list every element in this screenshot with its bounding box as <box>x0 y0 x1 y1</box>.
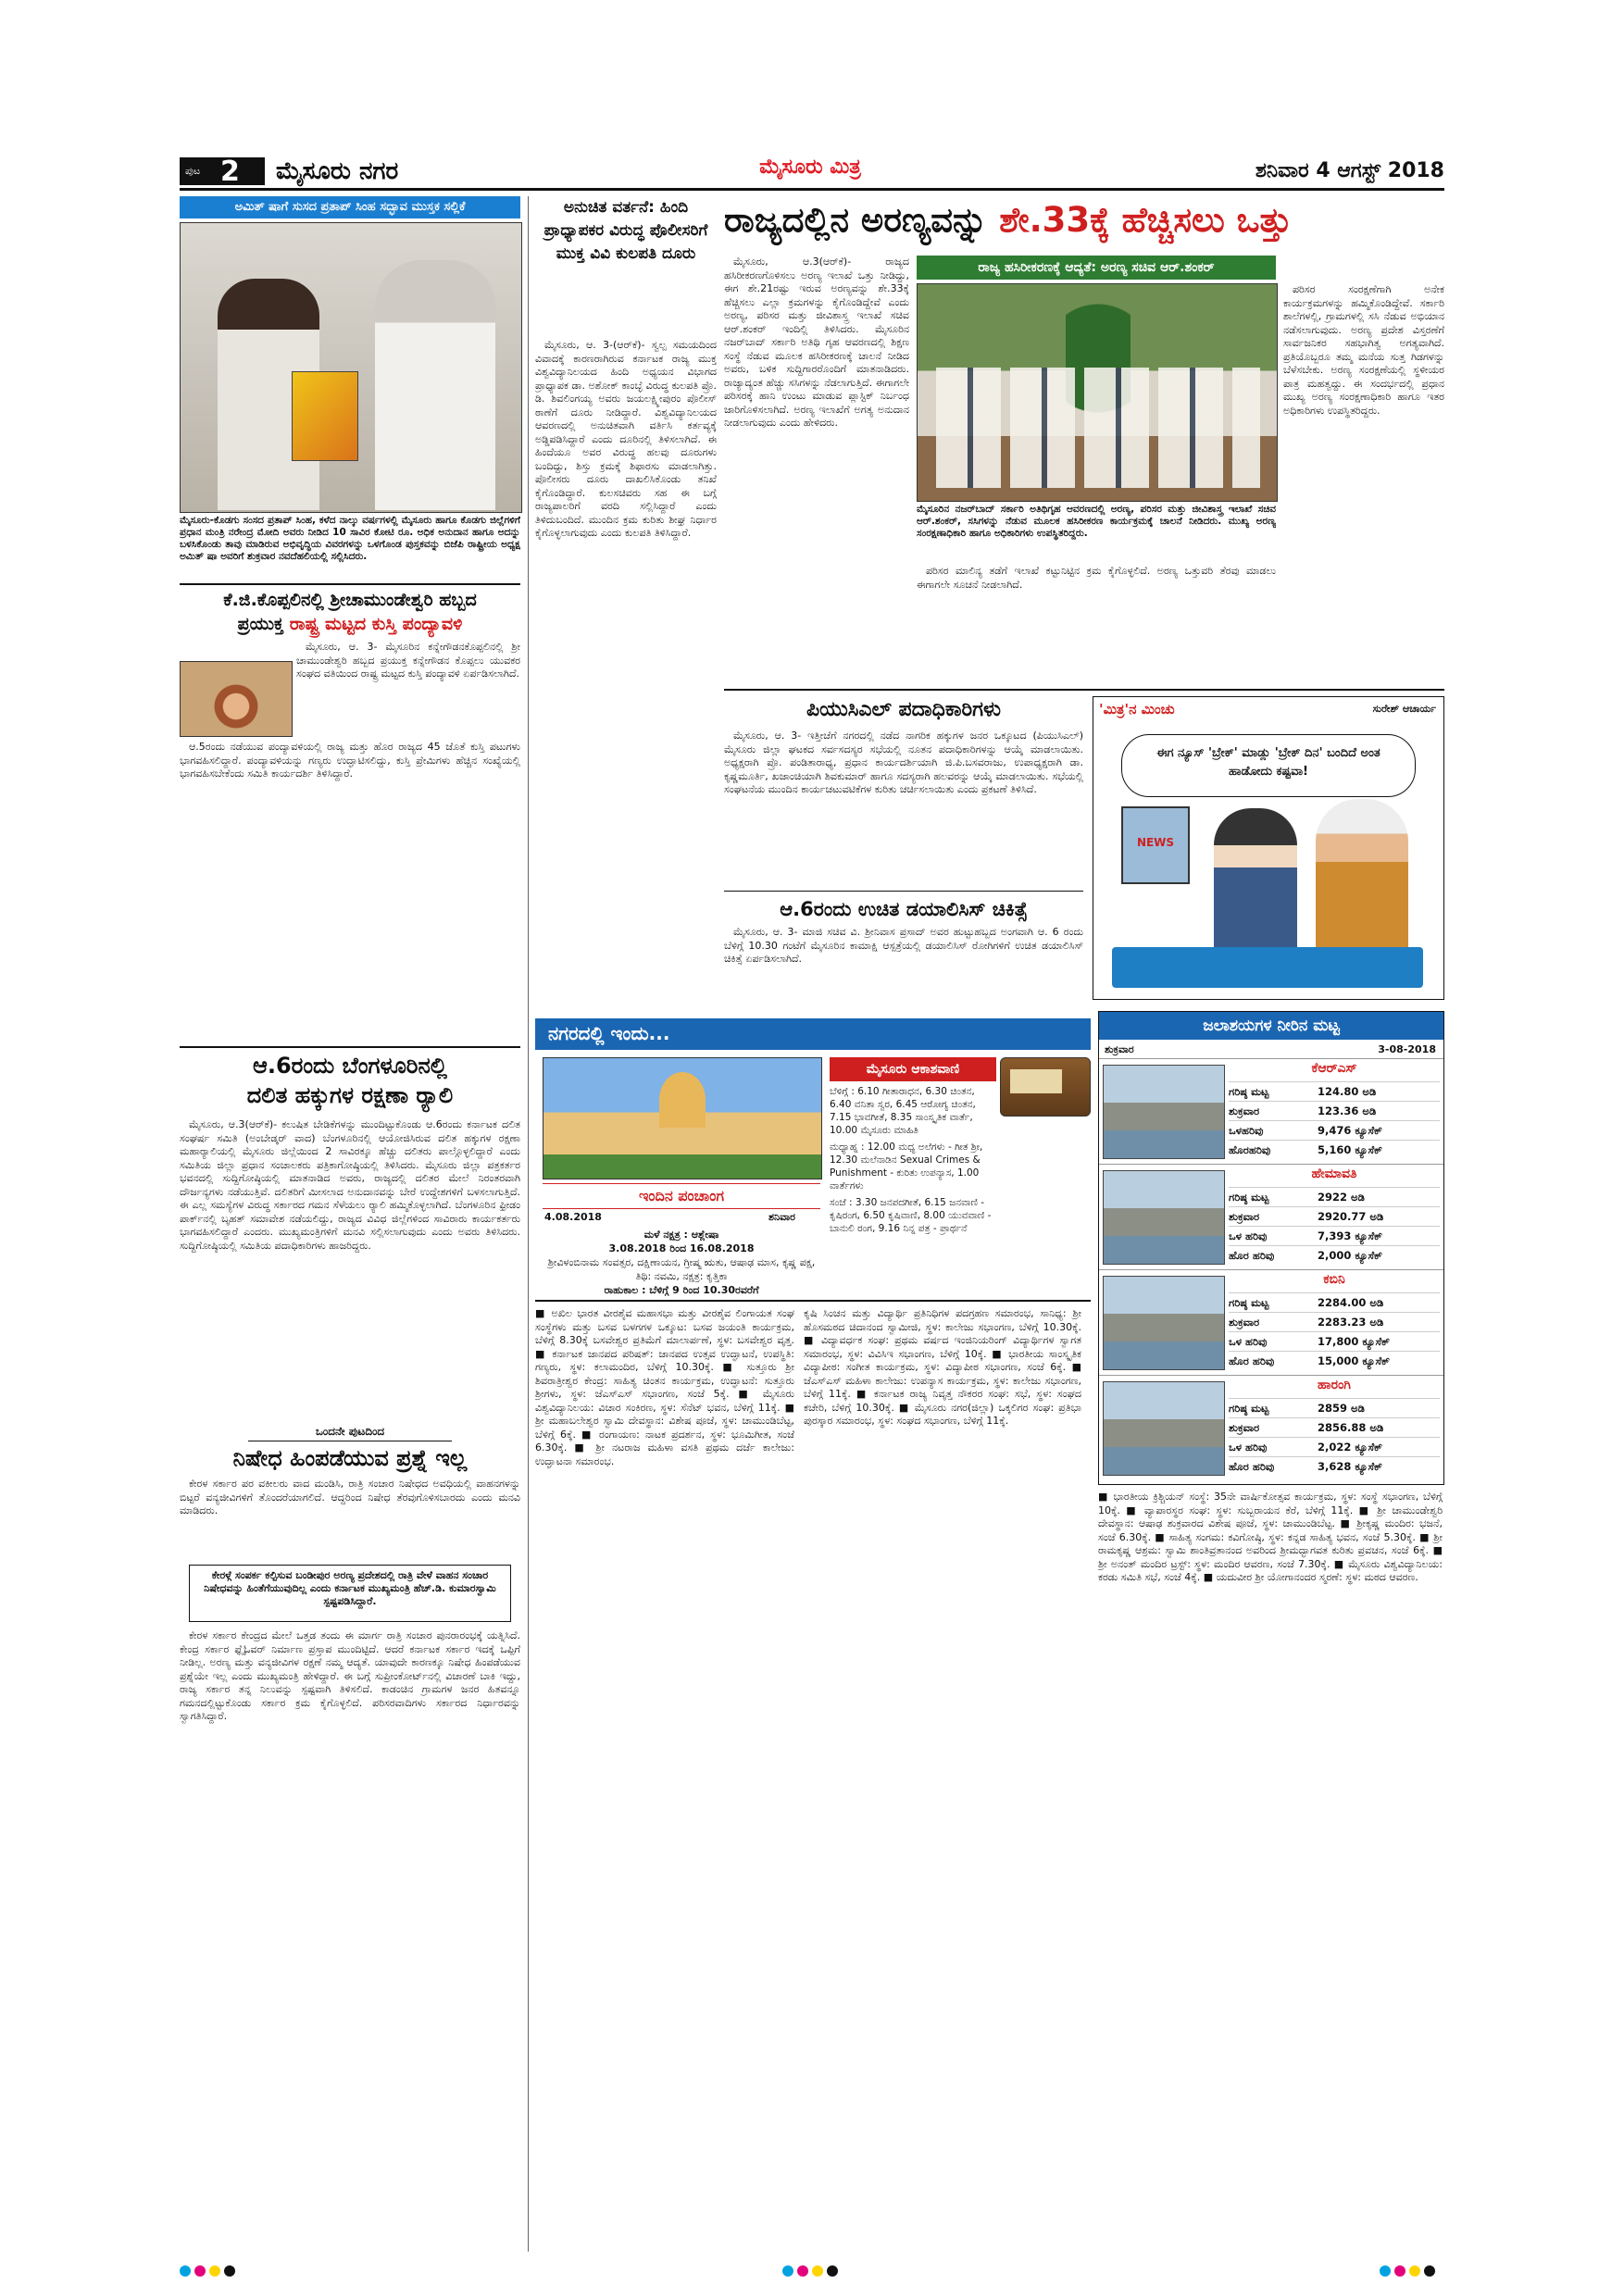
panchanga-line-2: ಶ್ರೀವಿಳಂಬಿನಾಮ ಸಂವತ್ಸರ, ದಕ್ಷಿಣಾಯನ, ಗ್ರೀಷ್ಮ ಋತು, ಆಷಾಢ ಮಾಸ, ಕೃಷ್ಣ ಪಕ್ಷ, ತಿಥಿ: ನವಮಿ, ನಕ್ಷತ್ರ: ಕೃತ್ತಿಕಾ <box>547 1256 816 1282</box>
reservoir-row <box>1229 1417 1440 1437</box>
dot-magenta <box>797 2265 808 2277</box>
reservoir-list <box>1099 1058 1443 1480</box>
vdivider-1 <box>528 196 529 2252</box>
ban-inset: ಕೇರಳ್ಗೆ ಸಂಪರ್ಕ ಕಲ್ಪಿಸುವ ಬಂಡೀಪುರ ಅರಣ್ಯ ಪ್ರದೇಶದಲ್ಲಿ ರಾತ್ರಿ ವೇಳೆ ವಾಹನ ಸಂಚಾರ ನಿಷೇಧವನ್ನು ಹಿಂತೆಗೆಯುವುದಿಲ್ಲ ಎಂದು ಕರ್ನಾಟಕ ಮುಖ್ಯಮಂತ್ರಿ ಹೆಚ್.ಡಿ. ಕುಮಾರಸ್ವಾಮಿ ಸ್ಪಷ್ಟಪಡಿಸಿದ್ದಾರೆ. <box>189 1565 511 1622</box>
registration-dots-center <box>782 2263 842 2280</box>
reservoir-row-value: 2920.77 ಅಡಿ <box>1318 1210 1384 1223</box>
dot-yellow <box>209 2265 220 2277</box>
dam-photo <box>1103 1065 1225 1159</box>
page-badge-prefix: ಪುಟ <box>185 165 201 177</box>
reservoir-block <box>1099 1375 1443 1479</box>
pcl-body: ಮೈಸೂರು, ಆ. 3- ಇತ್ತೀಚೆಗೆ ನಗರದಲ್ಲಿ ನಡೆದ ನಾಗರಿಕ ಹಕ್ಕುಗಳ ಜನರ ಒಕ್ಕೂಟದ (ಪಿಯುಸಿಎಲ್) ಮೈಸೂರು ಜಿಲ್ಲಾ ಘಟಕದ ಸರ್ವಸದಸ್ಯರ ಸಭೆಯಲ್ಲಿ ನೂತನ ಪದಾಧಿಕಾರಿಗಳನ್ನು ಆಯ್ಕೆ ಮಾಡಲಾಯಿತು. ಅಧ್ಯಕ್ಷರಾಗಿ ಪ್ರೊ. ಪಂಡಿತಾರಾಧ್ಯ, ಪ್ರಧಾನ ಕಾರ್ಯದರ್ಶಿಯಾಗಿ ಜಿ.ಪಿ.ಬಸವರಾಜು, ಉಪಾಧ್ಯಕ್ಷರಾಗಿ ಡಾ. ಕೃಷ್ಣಮೂರ್ತಿ, ಖಜಾಂಚಿಯಾಗಿ ಶಿವಕುಮಾರ್ ಹಾಗೂ ಸದಸ್ಯರಾಗಿ ಹಲವರನ್ನು ಆಯ್ಕೆ ಮಾಡಲಾಯಿತು. ಸಭೆಯಲ್ಲಿ ಸಂಘಟನೆಯ ಮುಂದಿನ ಕಾರ್ಯಚಟುವಟಿಕೆಗಳ ಕುರಿತು ಚರ್ಚಿಸಲಾಯಿತು ಎಂದು ಪ್ರಕಟಣೆ ತಿಳಿಸಿದೆ. <box>724 730 1083 795</box>
cartoon-box <box>1093 696 1444 1000</box>
panchanga-day: ಶನಿವಾರ <box>768 1211 795 1223</box>
kushti-body-2: ಆ.5ರಂದು ನಡೆಯುವ ಪಂದ್ಯಾವಳಿಯಲ್ಲಿ ರಾಜ್ಯ ಮತ್ತು ಹೊರ ರಾಜ್ಯದ 45 ಜೊತೆ ಕುಸ್ತಿ ಪಟುಗಳು ಭಾಗವಹಿಸಲಿದ್ದಾರೆ. ಪಂದ್ಯಾವಳಿಯನ್ನು ಗಣ್ಯರು ಉದ್ಘಾಟಿಸಲಿದ್ದು, ಕುಸ್ತಿ ಪ್ರೇಮಿಗಳು ಹೆಚ್ಚಿನ ಸಂಖ್ಯೆಯಲ್ಲಿ ಭಾಗವಹಿಸಬೇಕೆಂದು ಸಮಿತಿ ಕಾರ್ಯದರ್ಶಿ ತಿಳಿಸಿದ್ದಾರೆ. <box>180 741 520 780</box>
panchanga-list <box>544 1228 818 1297</box>
page-badge <box>180 156 265 188</box>
reservoir-row <box>1229 1292 1440 1312</box>
listings-col-2: ಕೃಷಿ ಸಿಂಚನ ಮತ್ತು ವಿದ್ಯಾರ್ಥಿ ಪ್ರತಿನಿಧಿಗಳ ಪದಗ್ರಹಣ ಸಮಾರಂಭ, ಸಾನಿಧ್ಯ: ಶ್ರೀ ಹೊಸಮಠದ ಚಿದಾನಂದ ಸ್ವಾಮೀಜಿ, ಸ್ಥಳ: ಕಾಲೇಜು ಸಭಾಂಗಣ, ಬೆಳಿಗ್ಗೆ 10.30ಕ್ಕೆ. ■ ವಿದ್ಯಾವರ್ಧಕ ಸಂಘ: ಪ್ರಥಮ ವರ್ಷದ ಇಂಜಿನಿಯರಿಂಗ್ ವಿದ್ಯಾರ್ಥಿಗಳ ಸ್ವಾಗತ ಸಮಾರಂಭ, ಸ್ಥಳ: ವಿವಿಸಿಇ ಸಭಾಂಗಣ, ಬೆಳಿಗ್ಗೆ 10ಕ್ಕೆ. ■ ಭಾರತೀಯ ಸಾಂಸ್ಕೃತಿಕ ವಿದ್ಯಾಪೀಠ: ಸಂಗೀತ ಕಾರ್ಯಕ್ರಮ, ಸ್ಥಳ: ವಿದ್ಯಾಪೀಠ ಸಭಾಂಗಣ, ಸಂಜೆ 6ಕ್ಕೆ. ■ ಜೆಎಸ್‌ಎಸ್ ಮಹಿಳಾ ಕಾಲೇಜು: ಉಪನ್ಯಾಸ ಕಾರ್ಯಕ್ರಮ, ಸ್ಥಳ: ಕಾಲೇಜು ಸಭಾಂಗಣ, ಬೆಳಿಗ್ಗೆ 11ಕ್ಕೆ. ■ ಕರ್ನಾಟಕ ರಾಜ್ಯ ನಿವೃತ್ತ ನೌಕರರ ಸಂಘ: ಸಭೆ, ಸ್ಥಳ: ಸಂಘದ ಕಚೇರಿ, ಬೆಳಿಗ್ಗೆ 10.30ಕ್ಕೆ. ■ ಮೈಸೂರು ನಗರ(ಜಿಲ್ಲಾ) ಒಕ್ಕಲಿಗರ ಸಂಘ: ಪ್ರತಿಭಾ ಪುರಸ್ಕಾರ ಸಮಾರಂಭ, ಸ್ಥಳ: ಸಂಘದ ಸಭಾಂಗಣ, ಬೆಳಿಗ್ಗೆ 11ಕ್ಕೆ. <box>804 1307 1081 1427</box>
lead-headline-b: ಶೇ.33ಕ್ಕೆ ಹೆಚ್ಚಿಸಲು ಒತ್ತು <box>999 200 1292 240</box>
shah-photo <box>180 222 522 513</box>
lead-headline <box>724 194 1444 250</box>
listings-col-3: ■ ಭಾರತೀಯ ಕ್ರಿಶ್ಚಿಯನ್ ಸಂಸ್ಥೆ: 35ನೇ ವಾರ್ಷಿಕೋತ್ಸವ ಕಾರ್ಯಕ್ರಮ, ಸ್ಥಳ: ಸಂಸ್ಥೆ ಸಭಾಂಗಣ, ಬೆಳಿಗ್ಗೆ 10ಕ್ಕೆ. ■ ವ್ಯಾಪಾರಸ್ಥರ ಸಂಘ: ಸ್ಥಳ: ಸುಬ್ಬರಾಯನ ಕೆರೆ, ಬೆಳಿಗ್ಗೆ 11ಕ್ಕೆ. ■ ಶ್ರೀ ಚಾಮುಂಡೇಶ್ವರಿ ದೇವಸ್ಥಾನ: ಆಷಾಢ ಶುಕ್ರವಾರದ ವಿಶೇಷ ಪೂಜೆ, ಸ್ಥಳ: ಚಾಮುಂಡಿಬೆಟ್ಟ. ■ ಶ್ರೀಕೃಷ್ಣ ಮಂದಿರ: ಭಜನೆ, ಸಂಜೆ 6.30ಕ್ಕೆ. ■ ಸಾಹಿತ್ಯ ಸಂಗಮ: ಕವಿಗೋಷ್ಠಿ, ಸ್ಥಳ: ಕನ್ನಡ ಸಾಹಿತ್ಯ ಭವನ, ಸಂಜೆ 5.30ಕ್ಕೆ. ■ ಶ್ರೀ ರಾಮಕೃಷ್ಣ ಆಶ್ರಮ: ಸ್ವಾಮಿ ಶಾಂತಿವ್ರತಾನಂದ ಅವರಿಂದ ಶ್ರೀಮದ್ಭಾಗವತ ಕುರಿತು ಪ್ರವಚನ, ಸಂಜೆ 6ಕ್ಕೆ. ■ ಶ್ರೀ ಅನಂತ್ ಮಂದಿರ ಟ್ರಸ್ಟ್: ಸ್ಥಳ: ಮಂದಿರ ಆವರಣ, ಸಂಜೆ 7.30ಕ್ಕೆ. ■ ಮೈಸೂರು ವಿಶ್ವವಿದ್ಯಾನಿಲಯ: ಕರಡು ಸಮಿತಿ ಸಭೆ, ಸಂಜೆ 4ಕ್ಕೆ. ■ ಯದುವೀರ ಶ್ರೀ ಯೋಗಾನಂದರ ಸ್ಮರಣೆ: ಸ್ಥಳ: ಮಠದ ಆವರಣ. <box>1098 1491 1443 1583</box>
col1-divider-2 <box>180 1046 520 1048</box>
vc-headline-box <box>535 196 717 335</box>
reservoir-row-label: ಒಳಹರಿವು <box>1229 1124 1264 1137</box>
ban-body-2: ಕೇರಳ ಸರ್ಕಾರ ಕೇಂದ್ರದ ಮೇಲೆ ಒತ್ತಡ ತಂದು ಈ ಮಾರ್ಗ ರಾತ್ರಿ ಸಂಚಾರ ಪುನರಾರಂಭಕ್ಕೆ ಯತ್ನಿಸಿದೆ. ಕೇಂದ್ರ ಸರ್ಕಾರ ಫ್ಲೈಓವರ್ ನಿರ್ಮಾಣ ಪ್ರಸ್ತಾಪ ಮುಂದಿಟ್ಟಿದೆ. ಆದರೆ ಕರ್ನಾಟಕ ಸರ್ಕಾರ ಇದಕ್ಕೆ ಒಪ್ಪಿಗೆ ನೀಡಿಲ್ಲ. ಅರಣ್ಯ ಮತ್ತು ವನ್ಯಜೀವಿಗಳ ರಕ್ಷಣೆ ನಮ್ಮ ಆದ್ಯತೆ. ಯಾವುದೇ ಕಾರಣಕ್ಕೂ ನಿಷೇಧ ಹಿಂಪಡೆಯುವ ಪ್ರಶ್ನೆಯೇ ಇಲ್ಲ ಎಂದು ಮುಖ್ಯಮಂತ್ರಿ ಹೇಳಿದ್ದಾರೆ. ಈ ಬಗ್ಗೆ ಸುಪ್ರೀಂಕೋರ್ಟ್‌ನಲ್ಲಿ ವಿಚಾರಣೆ ಬಾಕಿ ಇದ್ದು, ರಾಜ್ಯ ಸರ್ಕಾರ ತನ್ನ ನಿಲುವನ್ನು ಸ್ಪಷ್ಟವಾಗಿ ತಿಳಿಸಲಿದೆ. ಕಾಡಂಚಿನ ಗ್ರಾಮಗಳ ಜನರ ಹಿತವನ್ನೂ ಗಮನದಲ್ಲಿಟ್ಟುಕೊಂಡು ಸರ್ಕಾರ ಕ್ರಮ ಕೈಗೊಳ್ಳಲಿದೆ. ಪರಿಸರವಾದಿಗಳು ಸರ್ಕಾರದ ನಿರ್ಧಾರವನ್ನು ಸ್ವಾಗತಿಸಿದ್ದಾರೆ. <box>180 1629 520 1722</box>
dot-yellow <box>812 2265 823 2277</box>
reservoir-name: ಕಬಿನಿ <box>1323 1272 1345 1287</box>
cartoon-screen <box>1121 806 1190 884</box>
today-title: ನಗರದಲ್ಲಿ ಇಂದು... <box>548 1022 670 1044</box>
dot-black <box>1424 2265 1435 2277</box>
reservoir-row-label: ಗರಿಷ್ಠ ಮಟ್ಟ <box>1229 1191 1269 1204</box>
reservoir-row-value: 2856.88 ಅಡಿ <box>1318 1421 1384 1434</box>
radio-line-2: ಸಂಜೆ : 3.30 ಜನಪದಗೀತೆ, 6.15 ಜನವಾಣಿ - ಕೃಷಿರಂಗ, 6.50 ಕೃಷಿವಾಣಿ, 8.00 ಯುವವಾಣಿ - ಬಾನುಲಿ ರಂಗ, 9.16 ನಿನ್ನ ಪತ್ರ - ಪ್ರಾರ್ಥನೆ <box>830 1197 992 1234</box>
reservoir-row-label: ಹೊರ ಹರಿವು <box>1229 1354 1275 1367</box>
reservoir-row-value: 9,476 ಕ್ಯೂಸೆಕ್ <box>1318 1124 1382 1137</box>
reservoir-row <box>1229 1187 1440 1206</box>
reservoir-row-label: ಒಳ ಹರಿವು <box>1229 1441 1268 1454</box>
dot-cyan <box>180 2265 191 2277</box>
reservoir-row-label: ಒಳ ಹರಿವು <box>1229 1335 1268 1348</box>
reservoir-row-value: 2283.23 ಅಡಿ <box>1318 1316 1384 1329</box>
reservoir-row <box>1229 1351 1440 1370</box>
palace-dome <box>659 1072 706 1128</box>
lead-body-right: ಪರಿಸರ ಸಂರಕ್ಷಣೆಗಾಗಿ ಅನೇಕ ಕಾರ್ಯಕ್ರಮಗಳನ್ನು ಹಮ್ಮಿಕೊಂಡಿದ್ದೇವೆ. ಸರ್ಕಾರಿ ಶಾಲೆಗಳಲ್ಲಿ, ಗ್ರಾಮಗಳಲ್ಲಿ ಸಸಿ ನೆಡುವ ಅಭಿಯಾನ ನಡೆಸಲಾಗುವುದು. ಅರಣ್ಯ ಪ್ರದೇಶ ವಿಸ್ತರಣೆಗೆ ಸಾರ್ವಜನಿಕರ ಸಹಭಾಗಿತ್ವ ಅಗತ್ಯವಾಗಿದೆ. ಪ್ರತಿಯೊಬ್ಬರೂ ತಮ್ಮ ಮನೆಯ ಸುತ್ತ ಗಿಡಗಳನ್ನು ಬೆಳೆಸಬೇಕು. ಅರಣ್ಯ ಸಂರಕ್ಷಣೆಯಲ್ಲಿ ಸ್ಥಳೀಯರ ಪಾತ್ರ ಮಹತ್ವದ್ದು. ಈ ಸಂದರ್ಭದಲ್ಲಿ ಪ್ರಧಾನ ಮುಖ್ಯ ಅರಣ್ಯ ಸಂರಕ್ಷಣಾಧಿಕಾರಿ ಹಾಗೂ ಇತರ ಅಧಿಕಾರಿಗಳು ಉಪಸ್ಥಿತರಿದ್ದರು. <box>1283 283 1444 417</box>
reservoir-row <box>1229 1437 1440 1456</box>
dot-black <box>224 2265 235 2277</box>
reservoir-row <box>1229 1245 1440 1265</box>
radio-list <box>830 1085 994 1235</box>
panchanga-line-3: ರಾಹುಕಾಲ : ಬೆಳಿಗ್ಗೆ 9 ರಿಂದ 10.30ರವರೆಗೆ <box>604 1284 759 1296</box>
person-right <box>375 260 495 510</box>
reservoir-row-value: 3,628 ಕ್ಯೂಸೆಕ್ <box>1318 1460 1382 1473</box>
reservoir-row-label: ಗರಿಷ್ಠ ಮಟ್ಟ <box>1229 1085 1269 1098</box>
cartoon-guest <box>1316 799 1408 956</box>
radio-dial <box>1010 1069 1062 1093</box>
dot-magenta <box>1394 2265 1405 2277</box>
vc-body: ಮೈಸೂರು, ಆ. 3-(ಆರ್‌ಕೆ)- ಸ್ವಲ್ಪ ಸಮಯದಿಂದ ವಿವಾದಕ್ಕೆ ಕಾರಣರಾಗಿರುವ ಕರ್ನಾಟಕ ರಾಜ್ಯ ಮುಕ್ತ ವಿಶ್ವವಿದ್ಯಾನಿಲಯದ ಹಿಂದಿ ಅಧ್ಯಯನ ವಿಭಾಗದ ಪ್ರಾಧ್ಯಾಪಕ ಡಾ. ಅಶೋಕ್ ಕಾಂಬ್ಳೆ ವಿರುದ್ಧ ಕುಲಪತಿ ಪ್ರೊ. ಡಿ. ಶಿವಲಿಂಗಯ್ಯ ಅವರು ಜಯಲಕ್ಷ್ಮೀಪುರಂ ಪೊಲೀಸ್ ಠಾಣೆಗೆ ದೂರು ನೀಡಿದ್ದಾರೆ. ವಿಶ್ವವಿದ್ಯಾನಿಲಯದ ಆವರಣದಲ್ಲಿ ಅನುಚಿತವಾಗಿ ವರ್ತಿಸಿ ಕರ್ತವ್ಯಕ್ಕೆ ಅಡ್ಡಿಪಡಿಸಿದ್ದಾರೆ ಎಂದು ದೂರಿನಲ್ಲಿ ತಿಳಿಸಲಾಗಿದೆ. ಈ ಹಿಂದೆಯೂ ಅವರ ವಿರುದ್ಧ ಹಲವು ದೂರುಗಳು ಬಂದಿದ್ದು, ಶಿಸ್ತು ಕ್ರಮಕ್ಕೆ ಶಿಫಾರಸು ಮಾಡಲಾಗಿತ್ತು. ಪೊಲೀಸರು ದೂರು ದಾಖಲಿಸಿಕೊಂಡು ತನಿಖೆ ಕೈಗೊಂಡಿದ್ದಾರೆ. ಕುಲಸಚಿವರು ಸಹ ಈ ಬಗ್ಗೆ ರಾಜ್ಯಪಾಲರಿಗೆ ವರದಿ ಸಲ್ಲಿಸಿದ್ದಾರೆ ಎಂದು ತಿಳಿದುಬಂದಿದೆ. ಮುಂದಿನ ಕ್ರಮ ಕುರಿತು ಶೀಘ್ರ ನಿರ್ಧಾರ ಕೈಗೊಳ್ಳಲಾಗುವುದು ಎಂದು ಕುಲಪತಿ ತಿಳಿಸಿದ್ದಾರೆ. <box>535 339 717 539</box>
lead-photo-people <box>936 368 1260 488</box>
reservoir-row-value: 2859 ಅಡಿ <box>1318 1402 1365 1415</box>
lead-body-left: ಮೈಸೂರು, ಆ.3(ಆರ್‌ಕೆ)- ರಾಜ್ಯದ ಹಸಿರೀಕರಣಗೊಳಿಸಲು ಅರಣ್ಯ ಇಲಾಖೆ ಒತ್ತು ನೀಡಿದ್ದು, ಈಗ ಶೇ.21ರಷ್ಟು ಇರುವ ಅರಣ್ಯವನ್ನು ಶೇ.33ಕ್ಕೆ ಹೆಚ್ಚಿಸಲು ಎಲ್ಲಾ ಕ್ರಮಗಳನ್ನು ಕೈಗೊಂಡಿದ್ದೇವೆ ಎಂದು ಅರಣ್ಯ, ಪರಿಸರ ಮತ್ತು ಜೀವಿಶಾಸ್ತ್ರ ಇಲಾಖೆ ಸಚಿವ ಆರ್.ಶಂಕರ್ ಇಂದಿಲ್ಲಿ ತಿಳಿಸಿದರು. ಮೈಸೂರಿನ ನಜರ್‌ಬಾದ್ ಸರ್ಕಾರಿ ಅತಿಥಿ ಗೃಹ ಆವರಣದಲ್ಲಿ ಶಿಕ್ಷಣ ಸಂಸ್ಥೆ ನೆಡುವ ಮೂಲಕ ಹಸಿರೀಕರಣಕ್ಕೆ ಚಾಲನೆ ನೀಡಿದ ಅವರು, ಬಳಿಕ ಸುದ್ದಿಗಾರರೊಂದಿಗೆ ಮಾತನಾಡಿದರು. ರಾಜ್ಯಾದ್ಯಂತ ಹೆಚ್ಚು ಸಸಿಗಳನ್ನು ನೆಡಲಾಗುತ್ತಿದೆ. ಈಗಾಗಲೇ ಪರಿಸರಕ್ಕೆ ಹಾನಿ ಉಂಟು ಮಾಡುವ ಪ್ಲಾಸ್ಟಿಕ್ ನಿರ್ಬಂಧ ಜಾರಿಗೊಳಿಸಲಾಗಿದೆ. ಅರಣ್ಯ ಇಲಾಖೆಗೆ ಅಗತ್ಯ ಅನುದಾನ ನೀಡಲಾಗುವುದು ಎಂದು ಹೇಳಿದರು. <box>724 256 909 429</box>
dam-photo <box>1103 1276 1225 1370</box>
reservoir-row-label: ಶುಕ್ರವಾರ <box>1229 1421 1260 1434</box>
lead-photo <box>917 283 1278 502</box>
reservoir-row <box>1229 1312 1440 1331</box>
vc-headline: ಅನುಚಿತ ವರ್ತನೆ: ಹಿಂದಿ ಪ್ರಾಧ್ಯಾಪಕರ ವಿರುದ್ಧ ಪೊಲೀಸರಿಗೆ ಮುಕ್ತ ವಿವಿ ಕುಲಪತಿ ದೂರು <box>543 198 708 263</box>
listings-rule <box>535 1300 1091 1302</box>
dot-magenta <box>194 2265 206 2277</box>
reservoir-name: ಹೇಮಾವತಿ <box>1311 1167 1357 1181</box>
reservoir-row-label: ಶುಕ್ರವಾರ <box>1229 1316 1260 1329</box>
reservoir-row-label: ಶುಕ್ರವಾರ <box>1229 1210 1260 1223</box>
reservoir-name: ಹಾರಂಗಿ <box>1318 1378 1351 1392</box>
reservoir-row <box>1229 1206 1440 1226</box>
reservoir-row-value: 123.36 ಅಡಿ <box>1318 1104 1377 1117</box>
dialysis-headline: ಆ.6ರಂದು ಉಚಿತ ಡಯಾಲಿಸಿಸ್ ಚಿಕಿತ್ಸೆ <box>780 898 1028 920</box>
reservoir-row <box>1229 1331 1440 1351</box>
reservoir-row-value: 17,800 ಕ್ಯೂಸೆಕ್ <box>1318 1335 1390 1348</box>
dot-cyan <box>782 2265 793 2277</box>
radio-line-0: ಬೆಳಿಗ್ಗೆ : 6.10 ಗೀತಾರಾಧನ, 6.30 ಚಿಂತನ, 6.40 ವನಿತಾ ಸ್ವರ, 6.45 ಆರೋಗ್ಯ ಚಿಂತನ, 7.15 ಭಾವಗೀತೆ, 8.35 ಸಾಂಸ್ಕೃತಿಕ ವಾರ್ತೆ, 10.00 ಮೈಸೂರು ಮಾಹಿತಿ <box>830 1086 976 1136</box>
reservoir-row-label: ಹೊರ ಹರಿವು <box>1229 1249 1275 1262</box>
reservoir-box <box>1098 1011 1444 1485</box>
rally-headline-1: ಆ.6ರಂದು ಬೆಂಗಳೂರಿನಲ್ಲಿ <box>253 1053 447 1079</box>
cartoon-anchor <box>1214 808 1297 956</box>
reservoir-row <box>1229 1140 1440 1159</box>
radio-line-1: ಮಧ್ಯಾಹ್ನ : 12.00 ಮಧ್ಯ ಅಲೆಗಳು - ಗೀತ ಶ್ರೀ, 12.30 ಮಲೆನಾಡಿನ Sexual Crimes & Punishment - ಕುರಿತು ಉಪನ್ಯಾಸ, 1.00 ವಾರ್ತೆಗಳು <box>830 1142 983 1192</box>
dam-photo <box>1103 1170 1225 1265</box>
listings-col-1: ■ ಅಖಿಲ ಭಾರತ ವೀರಶೈವ ಮಹಾಸಭಾ ಮತ್ತು ವೀರಶೈವ ಲಿಂಗಾಯತ ಸಂಘ ಸಂಸ್ಥೆಗಳು ಮತ್ತು ಬಸವ ಬಳಗಗಳ ಒಕ್ಕೂಟ: ಬಸವ ಜಯಂತಿ ಕಾರ್ಯಕ್ರಮ, ಬೆಳಿಗ್ಗೆ 8.30ಕ್ಕೆ ಬಸವೇಶ್ವರ ಪ್ರತಿಮೆಗೆ ಮಾಲಾರ್ಪಣೆ, ಸ್ಥಳ: ಬಸವೇಶ್ವರ ವೃತ್ತ. ■ ಕರ್ನಾಟಕ ಜಾನಪದ ಪರಿಷತ್: ಜಾನಪದ ಉತ್ಸವ ಉದ್ಘಾಟನೆ, ಉಪಸ್ಥಿತಿ: ಗಣ್ಯರು, ಸ್ಥಳ: ಕಲಾಮಂದಿರ, ಬೆಳಿಗ್ಗೆ 10.30ಕ್ಕೆ. ■ ಸುತ್ತೂರು ಶ್ರೀ ಶಿವರಾತ್ರೀಶ್ವರ ಕೇಂದ್ರ: ಸಾಹಿತ್ಯ ಚಿಂತನ ಕಾರ್ಯಕ್ರಮ, ಉದ್ಘಾಟನೆ: ಸುತ್ತೂರು ಶ್ರೀಗಳು, ಸ್ಥಳ: ಜೆಎಸ್‌ಎಸ್ ಸಭಾಂಗಣ, ಸಂಜೆ 5ಕ್ಕೆ. ■ ಮೈಸೂರು ವಿಶ್ವವಿದ್ಯಾನಿಲಯ: ವಿಚಾರ ಸಂಕಿರಣ, ಸ್ಥಳ: ಸೆನೆಟ್ ಭವನ, ಬೆಳಿಗ್ಗೆ 11ಕ್ಕೆ. ■ ಶ್ರೀ ಮಹಾಬಲೇಶ್ವರ ಸ್ವಾಮಿ ದೇವಸ್ಥಾನ: ವಿಶೇಷ ಪೂಜೆ, ಸ್ಥಳ: ಚಾಮುಂಡಿಬೆಟ್ಟ, ಬೆಳಿಗ್ಗೆ 6ಕ್ಕೆ. ■ ರಂಗಾಯಣ: ನಾಟಕ ಪ್ರದರ್ಶನ, ಸ್ಥಳ: ಭೂಮಿಗೀತ, ಸಂಜೆ 6.30ಕ್ಕೆ. ■ ಶ್ರೀ ನಟರಾಜ ಮಹಿಳಾ ವಸತಿ ಪ್ರಥಮ ದರ್ಜೆ ಕಾಲೇಜು: ಉದ್ಘಾಟನಾ ಸಮಾರಂಭ. <box>535 1307 794 1467</box>
lead-bottom-rule <box>724 689 1444 691</box>
kushti-headline-1: ಕೆ.ಜಿ.ಕೊಪ್ಪಲಿನಲ್ಲಿ ಶ್ರೀಚಾಮುಂಡೇಶ್ವರಿ ಹಬ್ಬದ <box>223 590 477 610</box>
registration-dots-left <box>180 2263 239 2280</box>
page-number: 2 <box>220 156 240 188</box>
ban-headline: ನಿಷೇಧ ಹಿಂಪಡೆಯುವ ಪ್ರಶ್ನೆ ಇಲ್ಲ <box>232 1445 468 1471</box>
kushti-headline-2b: ರಾಷ್ಟ್ರ ಮಟ್ಟದ ಕುಸ್ತಿ ಪಂದ್ಯಾವಳಿ <box>289 614 463 634</box>
panchanga-title: ಇಂದಿನ ಪಂಚಾಂಗ <box>543 1183 820 1209</box>
pcl-rule <box>724 891 1083 892</box>
reservoir-name: ಕೆಆರ್‌ಎಸ್ <box>1311 1061 1357 1076</box>
cartoon-news-label: NEWS <box>1136 836 1175 849</box>
masthead-rule <box>180 188 1444 191</box>
rally-headline-2: ದಲಿತ ಹಕ್ಕುಗಳ ರಕ್ಷಣಾ ರ್‍ಯಾಲಿ <box>246 1082 454 1108</box>
pcl-headline: ಪಿಯುಸಿಎಲ್ ಪದಾಧಿಕಾರಿಗಳು <box>806 698 1001 721</box>
radio-photo <box>1000 1057 1091 1117</box>
reservoir-row <box>1229 1398 1440 1417</box>
cartoon-bubble <box>1121 734 1416 797</box>
page-date: ಶನಿವಾರ 4 ಆಗಸ್ಟ್ 2018 <box>1255 159 1444 182</box>
cartoon-speech: ಈಗ ನ್ಯೂಸ್ 'ಬ್ರೇಕ್' ಮಾಡ್ಲು 'ಬ್ರೇಕ್ ದಿನ' ಬಂದಿದೆ ಅಂತ ಹಾಡೋದು ಕಷ್ಟವಾ! <box>1156 746 1380 779</box>
kushti-body-1: ಮೈಸೂರು, ಆ. 3- ಮೈಸೂರಿನ ಕನ್ನೇಗೌಡನಕೊಪ್ಪಲಿನಲ್ಲಿ ಶ್ರೀ ಚಾಮುಂಡೇಶ್ವರಿ ಹಬ್ಬದ ಪ್ರಯುಕ್ತ ಕನ್ನೇಗೌಡನ ಕೊಪ್ಪಲು ಯುವಕರ ಸಂಘದ ವತಿಯಿಂದ ರಾಷ್ಟ್ರ ಮಟ್ಟದ ಕುಸ್ತಿ ಪಂದ್ಯಾವಳಿ ಏರ್ಪಡಿಸಲಾಗಿದೆ. <box>296 641 520 680</box>
palace-photo <box>543 1057 822 1179</box>
reservoir-block <box>1099 1058 1443 1163</box>
reservoir-row-value: 7,393 ಕ್ಯೂಸೆಕ್ <box>1318 1229 1382 1242</box>
reservoir-row <box>1229 1120 1440 1140</box>
dam-photo <box>1103 1381 1225 1476</box>
reservoir-row-value: 124.80 ಅಡಿ <box>1318 1085 1377 1098</box>
kushti-photo <box>180 661 293 737</box>
lead-subhead: ರಾಜ್ಯ ಹಸಿರೀಕರಣಕ್ಕೆ ಆದ್ಯತೆ: ಅರಣ್ಯ ಸಚಿವ ಆರ್.ಶಂಕರ್ <box>917 256 1276 280</box>
lead-body-under: ಪರಿಸರ ಮಾಲಿನ್ಯ ತಡೆಗೆ ಇಲಾಖೆ ಕಟ್ಟುನಿಟ್ಟಿನ ಕ್ರಮ ಕೈಗೊಳ್ಳಲಿದೆ. ಅರಣ್ಯ ಒತ್ತುವರಿ ತೆರವು ಮಾಡಲು ಈಗಾಗಲೇ ಸೂಚನೆ ನೀಡಲಾಗಿದೆ. <box>917 565 1276 591</box>
book-held <box>292 371 358 461</box>
reservoir-row <box>1229 1456 1440 1476</box>
registration-dots-right <box>1380 2263 1439 2280</box>
reservoir-row-value: 2922 ಅಡಿ <box>1318 1191 1365 1204</box>
cartoon-title: 'ಮಿತ್ರ'ನ ಮಿಂಚು <box>1099 701 1175 718</box>
reservoir-row <box>1229 1081 1440 1101</box>
kushti-body <box>296 641 520 737</box>
cartoon-artist: ಸುರೇಶ್ ಆಚಾರ್ಯ <box>1372 703 1436 715</box>
panchanga-date: 4.08.2018 <box>544 1211 602 1223</box>
radio-title: ಮೈಸೂರು ಆಕಾಶವಾಣಿ <box>830 1057 996 1081</box>
col1-divider-1 <box>180 583 520 585</box>
kushti-headline-2 <box>180 613 520 635</box>
section-name: ಮೈಸೂರು ನಗರ <box>276 157 399 185</box>
ban-body-1: ಕೇರಳ ಸರ್ಕಾರ ಪರ ವಕೀಲರು ವಾದ ಮಂಡಿಸಿ, ರಾತ್ರಿ ಸಂಚಾರ ನಿಷೇಧದ ಅವಧಿಯಲ್ಲಿ ವಾಹನಗಳನ್ನು ಬಿಟ್ಟರೆ ವನ್ಯಜೀವಿಗಳಿಗೆ ತೊಂದರೆಯಾಗಲಿದೆ. ಆದ್ದರಿಂದ ನಿಷೇಧ ತೆರವುಗೊಳಿಸಬಾರದು ಎಂದು ಮನವಿ ಮಾಡಿದರು. <box>180 1478 520 1516</box>
cartoon-desk <box>1112 947 1423 988</box>
ban-kicker: ಒಂದನೇ ಪುಟದಿಂದ <box>248 1422 452 1441</box>
reservoir-row-label: ಶುಕ್ರವಾರ <box>1229 1104 1260 1117</box>
dot-yellow <box>1409 2265 1420 2277</box>
dot-cyan <box>1380 2265 1391 2277</box>
today-header <box>535 1018 1091 1050</box>
reservoir-date: 3-08-2018 <box>1378 1043 1436 1055</box>
dot-black <box>827 2265 838 2277</box>
reservoir-block <box>1099 1269 1443 1374</box>
lead-headline-a: ರಾಜ್ಯದಲ್ಲಿನ ಅರಣ್ಯವನ್ನು <box>724 200 1000 240</box>
lead-caption: ಮೈಸೂರಿನ ನಜರ್‌ಬಾದ್ ಸರ್ಕಾರಿ ಅತಿಥಿಗೃಹ ಆವರಣದಲ್ಲಿ ಅರಣ್ಯ, ಪರಿಸರ ಮತ್ತು ಜೀವಿಶಾಸ್ತ್ರ ಇಲಾಖೆ ಸಚಿವ ಆರ್.ಶಂಕರ್, ಸಸಿಗಳನ್ನು ನೆಡುವ ಮೂಲಕ ಹಸಿರೀಕರಣ ಕಾರ್ಯಕ್ರಮಕ್ಕೆ ಚಾಲನೆ ನೀಡಿದರು. ಮುಖ್ಯ ಅರಣ್ಯ ಸಂರಕ್ಷಣಾಧಿಕಾರಿ ಹಾಗೂ ಅಧಿಕಾರಿಗಳು ಉಪಸ್ಥಿತರಿದ್ದರು. <box>917 504 1276 539</box>
reservoir-row-value: 15,000 ಕ್ಯೂಸೆಕ್ <box>1318 1354 1390 1367</box>
reservoir-block <box>1099 1164 1443 1268</box>
reservoir-row-value: 5,160 ಕ್ಯೂಸೆಕ್ <box>1318 1143 1382 1156</box>
reservoir-row-label: ಗರಿಷ್ಠ ಮಟ್ಟ <box>1229 1402 1269 1415</box>
panchanga-line-0: ಮಳೆ ನಕ್ಷತ್ರ : ಆಶ್ಲೇಷಾ <box>643 1229 719 1241</box>
reservoir-row <box>1229 1226 1440 1245</box>
reservoir-row-value: 2,000 ಕ್ಯೂಸೆಕ್ <box>1318 1249 1382 1262</box>
reservoir-period: ಶುಕ್ರವಾರ <box>1105 1043 1134 1055</box>
reservoir-row-label: ಒಳ ಹರಿವು <box>1229 1229 1268 1242</box>
dialysis-body: ಮೈಸೂರು, ಆ. 3- ಮಾಜಿ ಸಚಿವ ವಿ. ಶ್ರೀನಿವಾಸ ಪ್ರಸಾದ್ ಅವರ ಹುಟ್ಟುಹಬ್ಬದ ಅಂಗವಾಗಿ ಆ. 6 ರಂದು ಬೆಳಿಗ್ಗೆ 10.30 ಗಂಟೆಗೆ ಮೈಸೂರಿನ ಕಾಮಾಕ್ಷಿ ಆಸ್ಪತ್ರೆಯಲ್ಲಿ ಡಯಾಲಿಸಿಸ್ ರೋಗಿಗಳಿಗೆ ಉಚಿತ ಡಯಾಲಿಸಿಸ್ ಚಿಕಿತ್ಸೆ ಏರ್ಪಡಿಸಲಾಗಿದೆ. <box>724 926 1083 965</box>
rally-body: ಮೈಸೂರು, ಆ.3(ಆರ್‌ಕೆ)- ಕಲುಷಿತ ಬೇಡಿಕೆಗಳನ್ನು ಮುಂದಿಟ್ಟುಕೊಂಡು ಆ.6ರಂದು ಕರ್ನಾಟಕ ದಲಿತ ಸಂಘರ್ಷ ಸಮಿತಿ (ಅಂಬೇಡ್ಕರ್ ವಾದ) ಬೆಂಗಳೂರಿನಲ್ಲಿ ಆಯೋಜಿಸಿರುವ ದಲಿತ ಹಕ್ಕುಗಳ ರಕ್ಷಣಾ ಮಹಾರ್‍ಯಾಲಿಯಲ್ಲಿ ಮೈಸೂರು ಜಿಲ್ಲೆಯಿಂದ 2 ಸಾವಿರಕ್ಕೂ ಹೆಚ್ಚು ದಲಿತರು ಪಾಲ್ಗೊಳ್ಳಲಿದ್ದಾರೆ ಎಂದು ಸಮಿತಿಯ ಜಿಲ್ಲಾ ಪ್ರಧಾನ ಸಂಚಾಲಕರು ಪತ್ರಿಕಾಗೋಷ್ಠಿಯಲ್ಲಿ ತಿಳಿಸಿದರು. ಮೈಸೂರು ಜಿಲ್ಲಾ ಪತ್ರಕರ್ತರ ಭವನದಲ್ಲಿ ಸುದ್ದಿಗೋಷ್ಠಿಯಲ್ಲಿ ಮಾತನಾಡಿದ ಅವರು, ರಾಜ್ಯದಲ್ಲಿ ದಲಿತರ ಮೇಲೆ ನಿರಂತರವಾಗಿ ದೌರ್ಜನ್ಯಗಳು ನಡೆಯುತ್ತಿವೆ. ದಲಿತರಿಗೆ ಮೀಸಲಾದ ಅನುದಾನವನ್ನು ಬೇರೆ ಉದ್ದೇಶಗಳಿಗೆ ಬಳಸಲಾಗುತ್ತಿದೆ. ಈ ಎಲ್ಲ ಸಮಸ್ಯೆಗಳ ವಿರುದ್ಧ ಸರ್ಕಾರದ ಗಮನ ಸೆಳೆಯಲು ರ್‍ಯಾಲಿ ಹಮ್ಮಿಕೊಳ್ಳಲಾಗಿದೆ. ಬೆಂಗಳೂರಿನ ಫ್ರೀಡಂ ಪಾರ್ಕ್‌ನಲ್ಲಿ ಬೃಹತ್ ಸಮಾವೇಶ ನಡೆಯಲಿದ್ದು, ರಾಜ್ಯದ ವಿವಿಧ ಜಿಲ್ಲೆಗಳಿಂದ ಸಾವಿರಾರು ಕಾರ್ಯಕರ್ತರು ಭಾಗವಹಿಸಲಿದ್ದಾರೆ ಎಂದರು. ಮುಖ್ಯಮಂತ್ರಿಗಳಿಗೆ ಮನವಿ ಸಲ್ಲಿಸಲಾಗುವುದು ಎಂದು ಅವರು ತಿಳಿಸಿದರು. ಸುದ್ದಿಗೋಷ್ಠಿಯಲ್ಲಿ ಸಮಿತಿಯ ಪದಾಧಿಕಾರಿಗಳು ಹಾಜರಿದ್ದರು. <box>180 1118 520 1252</box>
shah-caption: ಮೈಸೂರು-ಕೊಡಗು ಸಂಸದ ಪ್ರತಾಪ್ ಸಿಂಹ, ಕಳೆದ ನಾಲ್ಕು ವರ್ಷಗಳಲ್ಲಿ ಮೈಸೂರು ಹಾಗೂ ಕೊಡಗು ಜಿಲ್ಲೆಗಳಿಗೆ ಪ್ರಧಾನ ಮಂತ್ರಿ ನರೇಂದ್ರ ಮೋದಿ ಅವರು ನೀಡಿದ 10 ಸಾವಿರ ಕೋಟಿ ರೂ. ಅಧಿಕ ಅನುದಾನ ಹಾಗೂ ಅದನ್ನು ಬಳಸಿಕೊಂಡು ತಾವು ಮಾಡಿರುವ ಅಭಿವೃದ್ಧಿಯ ವಿವರಗಳನ್ನು ಒಳಗೊಂಡ ಪುಸ್ತಕವನ್ನು ಬಿಜೆಪಿ ರಾಷ್ಟ್ರೀಯ ಅಧ್ಯಕ್ಷ ಅಮಿತ್ ಷಾ ಅವರಿಗೆ ಶುಕ್ರವಾರ ನವದೆಹಲಿಯಲ್ಲಿ ಸಲ್ಲಿಸಿದರು. <box>180 515 520 562</box>
reservoir-row-label: ಹೊರಹರಿವು <box>1229 1143 1271 1156</box>
reservoir-row-label: ಹೊರ ಹರಿವು <box>1229 1460 1275 1473</box>
panchanga-line-1: 3.08.2018 ರಿಂದ 16.08.2018 <box>608 1242 755 1254</box>
kushti-headline-2a: ಪ್ರಯುಕ್ತ <box>237 614 290 634</box>
reservoir-row-value: 2284.00 ಅಡಿ <box>1318 1296 1384 1309</box>
reservoir-row-label: ಗರಿಷ್ಠ ಮಟ್ಟ <box>1229 1296 1269 1309</box>
shah-kicker: ಅಮಿತ್ ಷಾಗೆ ಸುಸದ ಪ್ರತಾಪ್ ಸಿಂಹ ಸದ್ಭಾವ ಮುಸ್ತಕ ಸಲ್ಲಿಕೆ <box>180 196 520 218</box>
reservoir-row-value: 2,022 ಕ್ಯೂಸೆಕ್ <box>1318 1441 1382 1454</box>
reservoir-row <box>1229 1101 1440 1120</box>
reservoir-title: ಜಲಾಶಯಗಳ ನೀರಿನ ಮಟ್ಟ <box>1099 1012 1443 1040</box>
paper-name: ಮೈಸೂರು ಮಿತ್ರ <box>759 156 861 179</box>
